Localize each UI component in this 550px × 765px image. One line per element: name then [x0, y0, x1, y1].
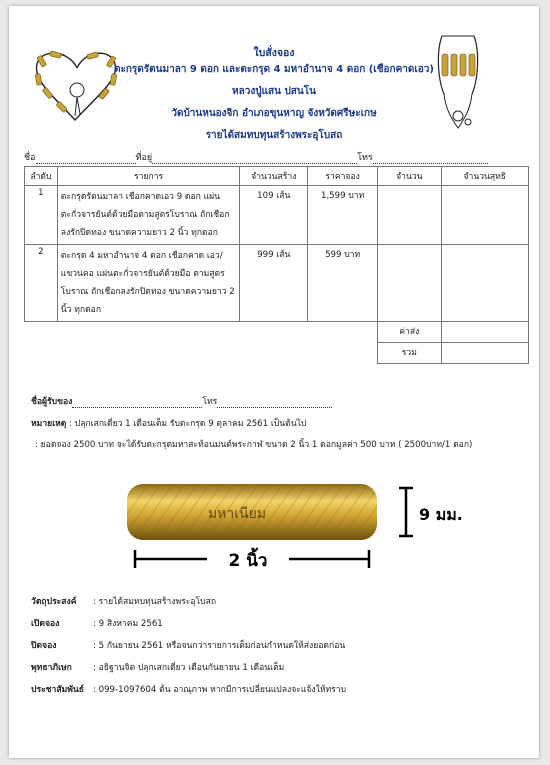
info-label: ประชาสัมพันธ์ [31, 685, 85, 695]
table-row [25, 245, 529, 322]
column-header: จำนวนสุทธิ [441, 167, 528, 186]
note-line-1 [31, 416, 306, 430]
total-field[interactable] [441, 343, 528, 364]
recipient-phone-field[interactable] [217, 398, 332, 408]
info-value: : อธิฐานจิต ปลุกเสกเดี่ยว เดือนกันยายน 1 เดือนเต็ม [93, 663, 285, 673]
info-close-date [31, 638, 345, 652]
column-header: ลำดับ [25, 167, 58, 186]
order-table [24, 166, 529, 364]
info-value: : 099-1097604 ต้น อาณุภาพ หากมีการเปลี่ยนแปลงจะแจ้งให้ทราบ [93, 685, 347, 695]
shipping-row [25, 322, 529, 343]
row-price: 1,599 บาท [308, 186, 378, 245]
recipient-line [31, 394, 332, 408]
shipping-label: ค่าส่ง [378, 322, 441, 343]
address-field[interactable] [152, 154, 357, 164]
row-net-field[interactable] [441, 245, 528, 322]
column-header: จำนวน [378, 167, 441, 186]
row-price: 599 บาท [308, 245, 378, 322]
column-header: จำนวนสร้าง [240, 167, 308, 186]
address-label: ที่อยู่ [135, 153, 153, 163]
total-row [25, 343, 529, 364]
info-consecration [31, 660, 284, 674]
info-label: วัตถุประสงค์ [31, 597, 77, 607]
total-label: รวม [378, 343, 441, 364]
length-label: 2 นิ้ว [228, 551, 268, 571]
name-field[interactable] [36, 154, 136, 164]
header-line-2: หลวงปู่แสน ปสนโน [232, 86, 316, 97]
info-label: ปิดจอง [31, 641, 57, 651]
note-label: หมายเหตุ [31, 419, 67, 429]
customer-info-line [24, 150, 488, 164]
header-line-1: ตะกรุดรัตนมาลา 9 ดอก และตะกรุด 4 มหาอำนาจ 4 ดอก (เชือกคาดเอว) [114, 64, 434, 75]
info-value: : 9 สิงหาคม 2561 [93, 619, 163, 629]
info-purpose [31, 594, 216, 608]
info-contact [31, 682, 346, 696]
row-number: 2 [25, 245, 58, 322]
recipient-name-field[interactable] [72, 398, 202, 408]
header-line-4: รายได้สมทบทุนสร้างพระอุโบสถ [205, 130, 343, 141]
note-text-1: : ปลุกเสกเดี่ยว 1 เดือนเต็ม รับตะกรุด 9 ตุลาคม 2561 เป็นต้นไป [69, 419, 307, 429]
info-open-date [31, 616, 163, 630]
row-amount-field[interactable] [378, 245, 441, 322]
order-form-page [9, 6, 539, 758]
shipping-field[interactable] [441, 322, 528, 343]
info-value: : 5 กันยายน 2561 หรือจนกว่ารายการเต็มก่อนกำหนดให้ส่งยอดก่อน [93, 641, 346, 651]
name-label: ชื่อ [24, 153, 36, 163]
phone-field[interactable] [373, 154, 488, 164]
recipient-label: ชื่อผู้รับของ [31, 397, 73, 407]
table-row [25, 186, 529, 245]
row-number: 1 [25, 186, 58, 245]
info-label: เปิดจอง [31, 619, 60, 629]
row-qty-made: 109 เส้น [240, 186, 308, 245]
phone-label: โทร [357, 153, 373, 163]
info-value: : รายได้สมทบทุนสร้างพระอุโบสถ [93, 597, 217, 607]
row-net-field[interactable] [441, 186, 528, 245]
row-item: ตะกรุด 4 มหาอำนาจ 4 ดอก เชือกคาด เอว/แขวนคอ แผ่นตะกั่วจารยันต์ด้วยมือ ตามสูตรโบราณ ถักเชือกลงรักปิดทอง ขนาดความยาว 2 นิ้ว ทุกดอก [57, 245, 240, 322]
info-label: พุทธาภิเษก [31, 663, 72, 673]
document-title: ใบสั่งจอง [253, 47, 295, 59]
height-label: 9 มม. [419, 505, 463, 524]
column-header: ราคาจอง [308, 167, 378, 186]
row-amount-field[interactable] [378, 186, 441, 245]
row-item: ตะกรุดรัตนมาลา เชือกคาดเอว 9 ดอก แผ่นตะกั่วจารยันต์ด้วยมือตามสูตรโบราณ ถักเชือกลงรักปิดทอง ขนาดความยาว 2 นิ้ว ทุกดอก [57, 186, 240, 245]
table-header-row [25, 167, 529, 186]
column-header: รายการ [57, 167, 240, 186]
talisman-engraving: มหาเนียม [207, 506, 267, 522]
note-text-2: : ยอดจอง 2500 บาท จะได้รับตะกรุดมหาสะท้อนมนต์พระกาฬ ขนาด 2 นิ้ว 1 ดอกมูลค่า 500 บาท ( 2500บาท/1 ดอก) [35, 440, 473, 450]
recipient-phone-label: โทร [202, 397, 218, 407]
talisman-size-illustration [117, 476, 463, 576]
header-line-3: วัดบ้านหนองจิก อำเภอขุนหาญ จังหวัดศรีษะเกษ [171, 108, 377, 119]
row-qty-made: 999 เส้น [240, 245, 308, 322]
